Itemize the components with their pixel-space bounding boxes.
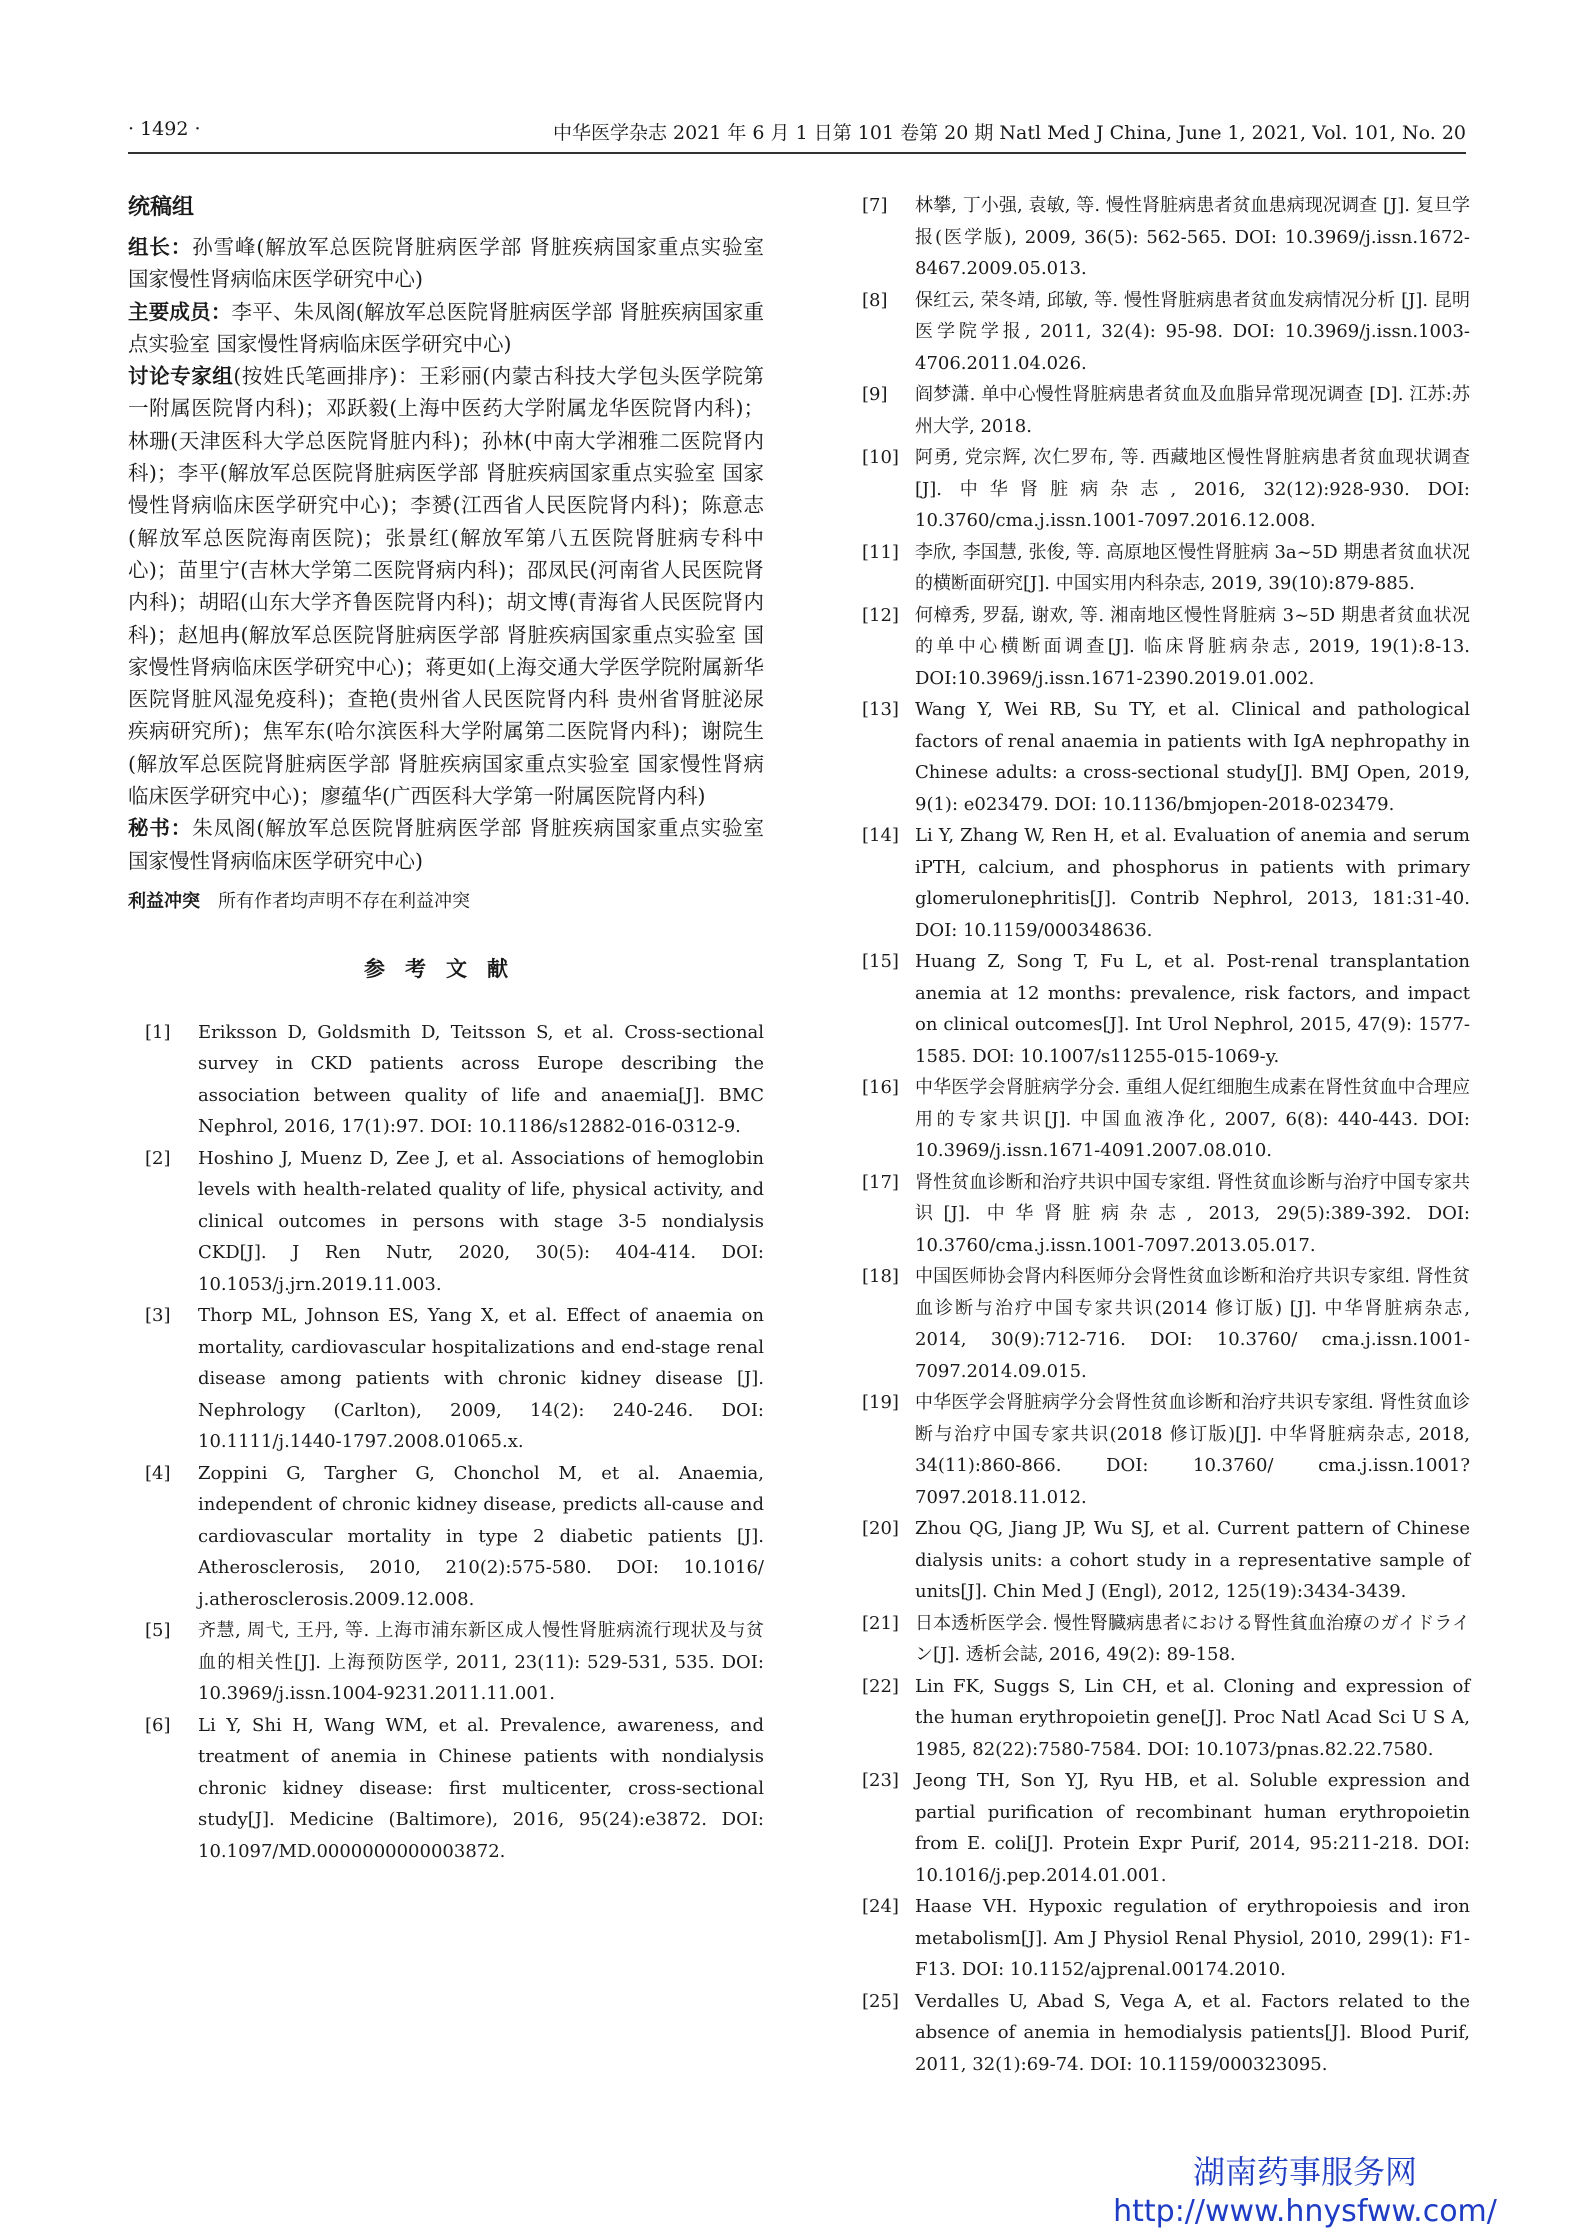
reference-number: [9] bbox=[862, 384, 888, 405]
reference-item bbox=[845, 442, 1470, 537]
reference-number: [12] bbox=[862, 604, 899, 626]
reference-text: Hoshino J, Muenz D, Zee J, et al. Associations of hemoglobin levels with health-related quality of life, physical activity, and clinical outcomes in persons with stage 3-5 nondialysis CKD[J]. J Ren Nutr, 2020, 30(5): 404-414. DOI: 10.1053/j.jrn.2019.11.003. bbox=[198, 1147, 764, 1295]
reference-number: [4] bbox=[145, 1462, 171, 1484]
reference-item bbox=[128, 1710, 764, 1868]
reference-number: [5] bbox=[145, 1620, 171, 1642]
reference-number: [17] bbox=[862, 1171, 899, 1193]
reference-text: 保红云, 荣冬靖, 邱敏, 等. 慢性肾脏病患者贫血发病情况分析 [J]. 昆明医学院学报, 2011, 32(4): 95-98. DOI: 10.3969/j.issn.1003-4706.2011.04.026. bbox=[915, 289, 1470, 374]
reference-item bbox=[845, 946, 1470, 1072]
members-paragraph bbox=[128, 296, 764, 361]
reference-number: [20] bbox=[862, 1518, 899, 1539]
journal-citation: 中华医学杂志 2021 年 6 月 1 日第 101 卷第 20 期 Natl Med J China, June 1, 2021, Vol. 101, No. 20 bbox=[552, 122, 1466, 144]
page-number: · 1492 · bbox=[128, 118, 201, 140]
leader-paragraph bbox=[128, 231, 764, 296]
reference-item bbox=[845, 1765, 1470, 1891]
reference-item bbox=[845, 537, 1470, 600]
reference-text: Li Y, Zhang W, Ren H, et al. Evaluation of anemia and serum iPTH, calcium, and phosphorus in patients with primary glomerulonephritis[J]. Contrib Nephrol, 2013, 181:31-40. DOI: 10.1159/000348636. bbox=[915, 825, 1470, 941]
watermark-site-name: 湖南药事服务网 bbox=[1192, 2153, 1417, 2191]
reference-text: 阿勇, 党宗辉, 次仁罗布, 等. 西藏地区慢性肾脏病患者贫血现状调查[J]. 中华肾脏病杂志, 2016, 32(12):928-930. DOI: 10.3760/cma.j.issn.1001-7097.2016.12.008. bbox=[915, 447, 1470, 531]
secretary-paragraph bbox=[128, 812, 764, 877]
reference-item bbox=[845, 694, 1470, 820]
reference-text: 林攀, 丁小强, 袁敏, 等. 慢性肾脏病患者贫血患病现况调查 [J]. 复旦学报(医学版), 2009, 36(5): 562-565. DOI: 10.3969/j.issn.1672-8467.2009.05.013. bbox=[915, 195, 1470, 279]
reference-item bbox=[128, 1615, 764, 1710]
members-label: 主要成员： bbox=[128, 299, 232, 324]
reference-text: 中国医师协会肾内科医师分会肾性贫血诊断和治疗共识专家组. 肾性贫血诊断与治疗中国专家共识(2014 修订版) [J]. 中华肾脏病杂志, 2014, 30(9):712-716. DOI: 10.3760/ cma.j.issn.1001-7097.2014.09.015. bbox=[915, 1266, 1470, 1382]
reference-item bbox=[845, 379, 1470, 442]
reference-item bbox=[128, 1458, 764, 1616]
page-header bbox=[128, 112, 1466, 154]
experts-label: 讨论专家组 bbox=[128, 364, 234, 389]
reference-item bbox=[845, 1072, 1470, 1167]
reference-number: [24] bbox=[862, 1896, 899, 1917]
reference-item bbox=[845, 820, 1470, 946]
reference-number: [13] bbox=[862, 699, 899, 720]
reference-number: [22] bbox=[862, 1675, 899, 1697]
reference-number: [21] bbox=[862, 1612, 899, 1634]
experts-text: (按姓氏笔画排序)：王彩丽(内蒙古科技大学包头医学院第一附属医院肾内科)；邓跃毅(上海中医药大学附属龙华医院肾内科)；林珊(天津医科大学总医院肾脏内科)；孙林(中南大学湘雅二医院肾内科)；李平(解放军总医院肾脏病医学部 肾脏疾病国家重点实验室 国家慢性肾病临床医学研究中心)；李赟(江西省人民医院肾内科)；陈意志(解放军总医院海南医院)；张景红(解放军第八五医院肾脏病专科中心)；苗里宁(吉林大学第二医院肾病内科)；邵凤民(河南省人民医院肾内科)；胡昭(山东大学齐鲁医院肾内科)；胡文博(青海省人民医院肾内科)；赵旭冉(解放军总医院肾脏病医学部 肾脏疾病国家重点实验室 国家慢性肾病临床医学研究中心)；蒋更如(上海交通大学医学院附属新华医院肾脏风湿免疫科)；查艳(贵州省人民医院肾内科 贵州省肾脏泌尿疾病研究所)；焦军东(哈尔滨医科大学附属第二医院肾内科)；谢院生(解放军总医院肾脏病医学部 肾脏疾病国家重点实验室 国家慢性肾病临床医学研究中心)；廖蕴华(广西医科大学第一附属医院肾内科) bbox=[128, 364, 764, 809]
secretary-text: 朱凤阁(解放军总医院肾脏病医学部 肾脏疾病国家重点实验室 国家慢性肾病临床医学研究中心) bbox=[128, 816, 765, 873]
reference-item bbox=[845, 285, 1470, 380]
experts-paragraph bbox=[128, 360, 764, 812]
reference-text: Haase VH. Hypoxic regulation of erythropoiesis and iron metabolism[J]. Am J Physiol Renal Physiol, 2010, 299(1): F1-F13. DOI: 10.1152/ajprenal.00174.2010. bbox=[915, 1896, 1470, 1980]
reference-item bbox=[845, 1986, 1470, 2081]
reference-text: Zoppini G, Targher G, Chonchol M, et al. Anaemia, independent of chronic kidney disease, predicts all-cause and cardiovascular mortality in type 2 diabetic patients [J]. Atherosclerosis, 2010, 210(2):575-580. DOI: 10.1016/ j.atherosclerosis.2009.12.008. bbox=[198, 1462, 764, 1610]
writing-group-title: 统稿组 bbox=[128, 195, 195, 220]
reference-text: Zhou QG, Jiang JP, Wu SJ, et al. Current pattern of Chinese dialysis units: a cohort study in a representative sample of units[J]. Chin Med J (Engl), 2012, 125(19):3434-3439. bbox=[915, 1518, 1470, 1602]
reference-text: 日本透析医学会. 慢性腎臓病患者における腎性貧血治療のガイドライン[J]. 透析会誌, 2016, 49(2): 89-158. bbox=[915, 1612, 1470, 1665]
reference-text: 齐慧, 周弋, 王丹, 等. 上海市浦东新区成人慢性肾脏病流行现状及与贫血的相关性[J]. 上海预防医学, 2011, 23(11): 529-531, 535. DOI: 10.3969/j.issn.1004-9231.2011.11.001. bbox=[198, 1620, 764, 1705]
reference-item bbox=[128, 1300, 764, 1458]
reference-item bbox=[845, 1167, 1470, 1262]
reference-number: [15] bbox=[862, 951, 899, 972]
reference-number: [16] bbox=[862, 1077, 899, 1098]
reference-text: Jeong TH, Son YJ, Ryu HB, et al. Soluble expression and partial purification of recombinant human erythropoietin from E. coli[J]. Protein Expr Purif, 2014, 95:211-218. DOI: 10.1016/j.pep.2014.01.001. bbox=[915, 1770, 1470, 1886]
site-watermark bbox=[1090, 2152, 1520, 2232]
left-column bbox=[128, 190, 764, 1867]
reference-item bbox=[845, 600, 1470, 695]
conflict-statement bbox=[128, 887, 764, 913]
reference-item bbox=[845, 1671, 1470, 1766]
reference-number: [6] bbox=[145, 1714, 171, 1736]
reference-text: Huang Z, Song T, Fu L, et al. Post-renal transplantation anemia at 12 months: prevalence, risk factors, and impact on clinical outcomes[J]. Int Urol Nephrol, 2015, 47(9): 1577-1585. DOI: 10.1007/s11255-015-1069-y. bbox=[915, 951, 1470, 1067]
reference-text: 肾性贫血诊断和治疗共识中国专家组. 肾性贫血诊断与治疗中国专家共识[J]. 中华肾脏病杂志, 2013, 29(5):389-392. DOI: 10.3760/cma.j.issn.1001-7097.2013.05.017. bbox=[915, 1171, 1470, 1256]
watermark-url[interactable]: http://www.hnysfww.com/ bbox=[1113, 2194, 1497, 2229]
reference-text: Wang Y, Wei RB, Su TY, et al. Clinical and pathological factors of renal anaemia in patients with IgA nephropathy in Chinese adults: a cross-sectional study[J]. BMJ Open, 2019, 9(1): e023479. DOI: 10.1136/bmjopen-2018-023479. bbox=[915, 699, 1470, 815]
reference-number: [18] bbox=[862, 1266, 899, 1287]
reference-item bbox=[845, 1891, 1470, 1986]
reference-list-left bbox=[128, 1017, 764, 1868]
reference-item bbox=[128, 1017, 764, 1143]
reference-number: [1] bbox=[145, 1021, 171, 1043]
reference-text: 何樟秀, 罗磊, 谢欢, 等. 湘南地区慢性肾脏病 3~5D 期患者贫血状况的单中心横断面调查[J]. 临床肾脏病杂志, 2019, 19(1):8-13. DOI:10.3969/j.issn.1671-2390.2019.01.002. bbox=[915, 604, 1470, 689]
conflict-text: 所有作者均声明不存在利益冲突 bbox=[218, 890, 470, 912]
reference-number: [10] bbox=[862, 447, 899, 468]
reference-item bbox=[845, 1513, 1470, 1608]
reference-number: [14] bbox=[862, 825, 899, 846]
reference-number: [11] bbox=[862, 541, 899, 563]
right-column bbox=[845, 190, 1470, 2080]
reference-number: [19] bbox=[862, 1392, 899, 1413]
leader-label: 组长： bbox=[128, 235, 193, 259]
reference-item bbox=[845, 1608, 1470, 1671]
reference-number: [23] bbox=[862, 1770, 899, 1791]
reference-number: [25] bbox=[862, 1990, 899, 2012]
references-title: 参考文献 bbox=[364, 956, 528, 981]
members-text: 李平、朱凤阁(解放军总医院肾脏病医学部 肾脏疾病国家重点实验室 国家慢性肾病临床医学研究中心) bbox=[128, 299, 764, 356]
reference-text: 中华医学会肾脏病学分会肾性贫血诊断和治疗共识专家组. 肾性贫血诊断与治疗中国专家共识(2018 修订版)[J]. 中华肾脏病杂志, 2018, 34(11):860-866. DOI: 10.3760/ cma.j.issn.1001?7097.2018.11.012. bbox=[915, 1392, 1470, 1508]
reference-number: [8] bbox=[862, 289, 888, 311]
reference-text: Eriksson D, Goldsmith D, Teitsson S, et al. Cross-sectional survey in CKD patients across Europe describing the association between quality of life and anaemia[J]. BMC Nephrol, 2016, 17(1):97. DOI: 10.1186/s12882-016-0312-9. bbox=[198, 1021, 764, 1138]
conflict-label: 利益冲突 bbox=[128, 890, 200, 912]
secretary-label: 秘书： bbox=[128, 816, 193, 841]
leader-text: 孙雪峰(解放军总医院肾脏病医学部 肾脏疾病国家重点实验室 国家慢性肾病临床医学研究中心) bbox=[128, 235, 765, 292]
reference-list-right bbox=[845, 190, 1470, 2080]
reference-item bbox=[845, 190, 1470, 285]
reference-text: 阎梦潇. 单中心慢性肾脏病患者贫血及血脂异常现况调查 [D]. 江苏:苏州大学, 2018. bbox=[915, 384, 1470, 437]
reference-number: [3] bbox=[145, 1305, 171, 1327]
reference-text: Verdalles U, Abad S, Vega A, et al. Factors related to the absence of anemia in hemodialysis patients[J]. Blood Purif, 2011, 32(1):69-74. DOI: 10.1159/000323095. bbox=[915, 1990, 1470, 2075]
reference-number: [2] bbox=[145, 1147, 171, 1169]
reference-text: Lin FK, Suggs S, Lin CH, et al. Cloning and expression of the human erythropoietin gene[J]. Proc Natl Acad Sci U S A, 1985, 82(22):7580-7584. DOI: 10.1073/pnas.82.22.7580. bbox=[915, 1675, 1470, 1760]
reference-item bbox=[845, 1261, 1470, 1387]
reference-text: 李欣, 李国慧, 张俊, 等. 高原地区慢性肾脏病 3a~5D 期患者贫血状况的横断面研究[J]. 中国实用内科杂志, 2019, 39(10):879-885. bbox=[915, 541, 1470, 594]
reference-item bbox=[845, 1387, 1470, 1513]
reference-text: 中华医学会肾脏病学分会. 重组人促红细胞生成素在肾性贫血中合理应用的专家共识[J]. 中国血液净化, 2007, 6(8): 440-443. DOI: 10.3969/j.issn.1671-4091.2007.08.010. bbox=[915, 1077, 1470, 1161]
reference-item bbox=[128, 1143, 764, 1301]
reference-number: [7] bbox=[862, 195, 888, 216]
reference-text: Thorp ML, Johnson ES, Yang X, et al. Effect of anaemia on mortality, cardiovascular hospitalizations and end-stage renal disease among patients with chronic kidney disease [J]. Nephrology (Carlton), 2009, 14(2): 240-246. DOI: 10.1111/j.1440-1797.2008.01065.x. bbox=[198, 1305, 764, 1453]
reference-text: Li Y, Shi H, Wang WM, et al. Prevalence, awareness, and treatment of anemia in Chinese patients with nondialysis chronic kidney disease: first multicenter, cross-sectional study[J]. Medicine (Baltimore), 2016, 95(24):e3872. DOI: 10.1097/MD.0000000000003872. bbox=[198, 1714, 764, 1862]
